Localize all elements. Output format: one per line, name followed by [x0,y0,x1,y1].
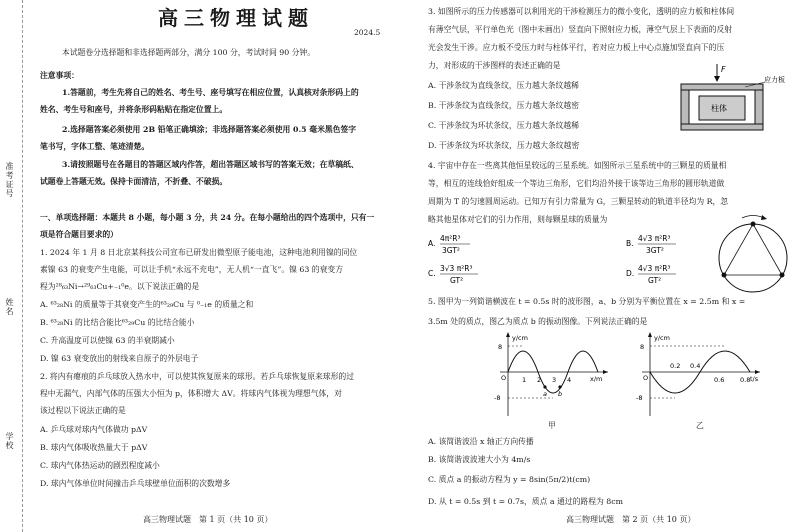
point-a: a [543,390,547,398]
question-1-option: C. 升高温度可以使镍 63 的半衰期减小 [40,336,175,345]
question-5-line: 5. 图甲为一列简谐横波在 t = 0.5s 时的波形图，a、b 分别为平衡位置在 x = 2.5m 和 x = [428,297,746,306]
question-2-option: A. 乒乓球对球内气体做功 pΔV [40,425,148,434]
y-max: 8 [640,343,645,351]
question-5-option: C. 质点 a 的振动方程为 y = 8sin(5π/2)t(cm) [428,475,591,484]
plate-label: 应力板 [764,76,785,84]
option-b-den: 3GT² [646,246,664,255]
question-2-line: 2. 将内有瘪痕的乒乓球放入热水中，可以使其恢复原来的球形。若乒乓球恢复原来球形的过 [40,372,354,381]
tick: 0.4 [690,362,701,370]
question-3-option: C. 干涉条纹为环状条纹，压力越大条纹越稀 [428,121,579,130]
point-b: b [558,390,563,398]
graph-label-yi: 乙 [696,421,704,430]
vibration-graph-yi [632,330,762,418]
question-1-line: 1. 2024 年 1 月 8 日北京某科技公司宣布已研发出微型原子能电池，这种电池利用镍的同位 [40,248,358,257]
tick: 1 [522,376,527,384]
notice-line: 3.请按照题号在各题目的答题区域内作答，超出答题区域书写的答案无效；在草稿纸、 [62,160,359,169]
side-label-exam-number: 准考证号 [5,162,14,198]
column-label: 柱体 [711,104,727,113]
option-b-num: 4√3 π²R³ [638,234,671,243]
question-1-option: D. 镍 63 衰变放出的射线来自原子的外层电子 [40,354,199,363]
question-1-line: 程为²⁸₆₃Ni→²⁹₆₃Cu+₋₁⁰e。以下说法正确的是 [40,282,200,291]
intro-text: 本试题卷分选择题和非选择题两部分，满分 100 分，考试时间 90 分钟。 [62,48,316,57]
section-heading: 一、单项选择题：本题共 8 小题，每小题 3 分，共 24 分。在每小题给出的四个选项中，只有一 [40,213,375,222]
question-3-line: 力，对形成的干涉图样的表述正确的是 [428,61,561,70]
question-4-line: 略其他星体对它们的引力作用，则每颗星球的质量为 [428,215,608,224]
force-label: F [721,65,726,74]
tick: 4 [567,376,572,384]
side-label-name: 姓名 [5,298,14,316]
y-min: -8 [494,394,501,402]
exam-date: 2024.5 [354,28,381,37]
notice-line: 1.答题前，考生先将自己的姓名、考生号、座号填写在相应位置，认真核对条形码上的 [62,88,359,97]
question-5-line: 3.5m 处的质点，图乙为质点 b 的振动图像。下列说法正确的是 [428,317,648,326]
question-5-option: D. 从 t = 0.5s 到 t = 0.7s，质点 a 通过的路程为 8cm [428,497,623,506]
xlabel: x/m [590,375,603,383]
page-footer: 高三物理试题 第 1 页（共 10 页） [143,515,273,524]
tick: 2 [537,376,542,384]
option-c-num: 3√3 π²R³ [440,264,473,273]
option-a-num: 4π²R³ [440,234,461,243]
question-1-line: 素镍 63 的衰变产生电能，可以让手机“永远不充电”，无人机“一直飞”。镍 63 的衰变方 [40,265,343,274]
notice-line: 试题卷上答题无效。保持卡面清洁，不折叠、不破损。 [40,177,228,186]
notice-line: 2.选择题答案必须使用 2B 铅笔正确填涂；非选择题答案必须使用 0.5 毫米黑色签字 [62,125,357,134]
binding-line [22,0,23,532]
notice-line: 姓名、考生号和座号，并将条形码粘贴在指定位置上。 [40,105,228,114]
xlabel: t/s [750,375,759,383]
question-4-line: 等，相互的连线恰好组成一个等边三角形，它们均沿外接于该等边三角形的圆形轨道做 [428,179,725,188]
option-c-den: GT² [450,276,464,285]
question-3-option: B. 干涉条纹为直线条纹，压力越大条纹越密 [428,101,580,110]
option-a-letter: A. [428,239,436,248]
side-label-school: 学校 [5,432,14,450]
page-title: 高三物理试题 [158,6,314,30]
question-2-option: D. 球内气体单位时间撞击乒乓球壁单位面积的次数增多 [40,479,231,488]
option-b-letter: B. [626,239,634,248]
question-2-line: 该过程以下说法正确的是 [40,406,126,415]
option-d-num: 4√3 π²R³ [638,264,671,273]
question-3-line: 3. 如图所示的压力传感器可以利用光的干涉检测压力的微小变化，透明的应力板和柱体间 [428,7,735,16]
wave-graph-jia [490,330,610,418]
option-c-letter: C. [428,269,436,278]
three-star-diagram [716,212,790,298]
right-page [420,0,794,532]
pressure-sensor-diagram [675,62,787,134]
question-2-line: 程中无漏气，内部气体的压强大小恒为 p，体积增大 ΔV。将球内气体视为理想气体，对 [40,389,342,398]
y-max: 8 [498,343,503,351]
origin: O [643,374,649,382]
option-a-den: 3GT² [442,246,460,255]
question-5-option: A. 该简谐波沿 x 轴正方向传播 [428,437,534,446]
question-3-option: D. 干涉条纹为环状条纹，压力越大条纹越密 [428,141,580,150]
option-d-den: GT² [648,276,662,285]
question-4-options [428,230,708,292]
option-d-letter: D. [626,269,635,278]
question-3-line: 有薄空气层，平行单色光（图中未画出）竖直向下照射应力板，薄空气层上下表面的反射 [428,25,733,34]
question-4-line: 周期为 T 的匀速圆周运动。已知万有引力常量为 G，三颗星转动的轨道半径均为 R，忽 [428,197,729,206]
origin: O [501,374,507,382]
question-5-option: B. 该简谐波波速大小为 4m/s [428,455,531,464]
ylabel: y/cm [512,334,528,342]
question-2-option: B. 球内气体吸收热量大于 pΔV [40,443,148,452]
graph-label-jia: 甲 [548,421,556,430]
question-1-option: B. ⁶³₂₈Ni 的比结合能比⁶³₂₉Cu 的比结合能小 [40,318,195,327]
question-3-line: 光会发生干涉。应力板不受压力时与柱体平行，若对应力板上中心点施加竖直向下的压 [428,43,725,52]
question-4-line: 4. 宇宙中存在一些离其他恒星较远的三星系统。如图所示三星系统中的三颗星的质量相 [428,161,727,170]
question-2-option: C. 球内气体热运动的剧烈程度减小 [40,461,160,470]
question-3-option: A. 干涉条纹为直线条纹，压力越大条纹越稀 [428,81,579,90]
tick: 0.8 [740,376,751,384]
y-min: -8 [636,394,643,402]
tick: 0.6 [714,376,725,384]
section-heading-cont: 项是符合题目要求的） [40,230,118,239]
page-footer: 高三物理试题 第 2 页（共 10 页） [566,515,696,524]
tick: 3 [552,376,557,384]
notice-title: 注意事项： [40,71,79,80]
tick: 0.2 [670,362,681,370]
question-1-option: A. ⁶³₂₈Ni 的质量等于其衰变产生的⁶³₂₉Cu 与 ⁰₋₁e 的质量之和 [40,300,254,309]
notice-line: 笔书写，字体工整、笔迹清楚。 [40,142,150,151]
ylabel: y/cm [654,334,670,342]
